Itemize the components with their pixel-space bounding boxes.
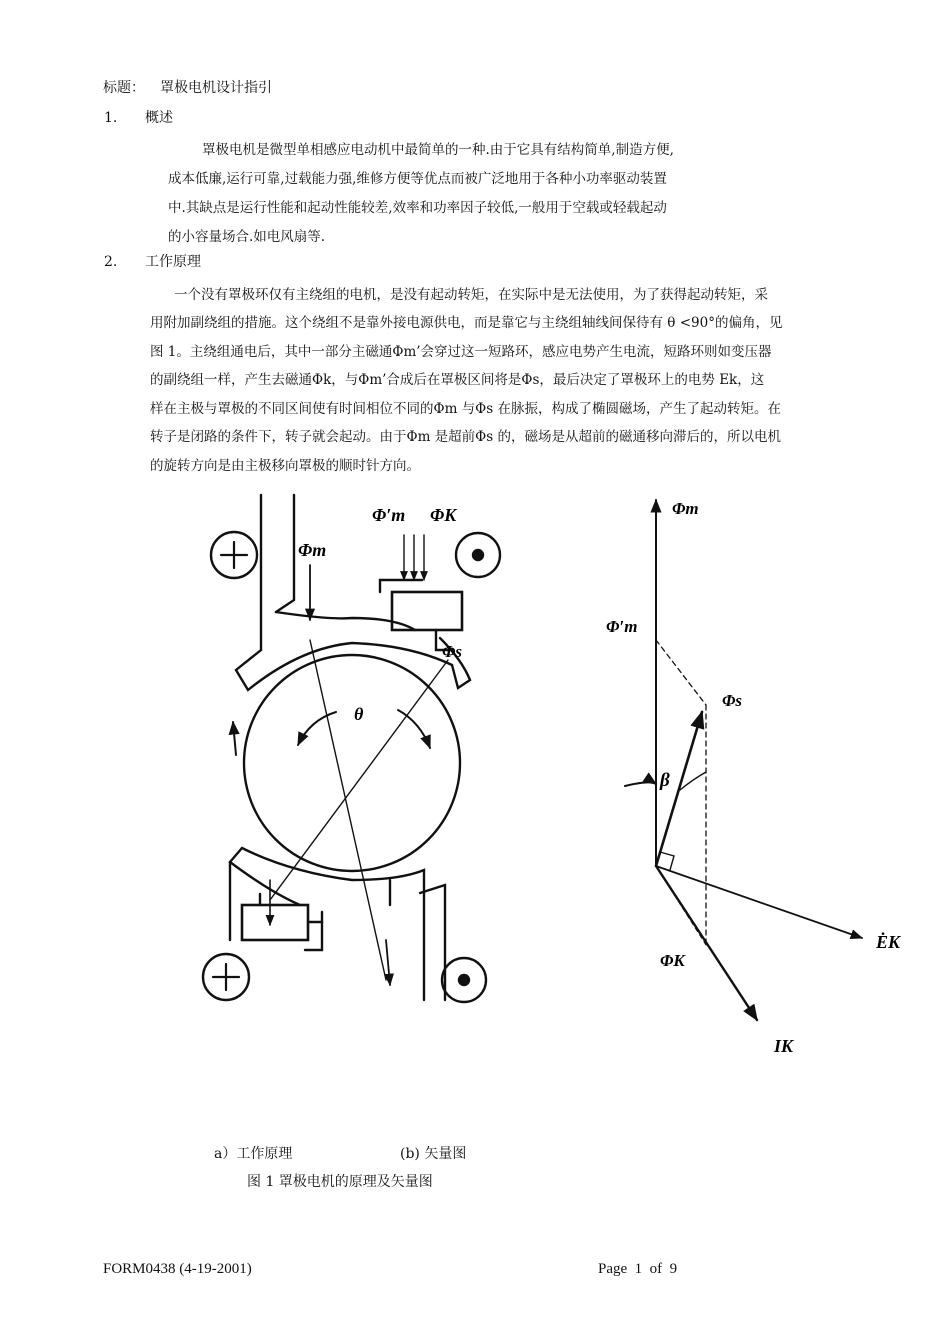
paragraph-line: 样在主极与罩极的不同区间使有时间相位不同的Φm 与Φs 在脉振，构成了椭圆磁场，产生了起动转矩。在 (150, 401, 781, 417)
page-indicator: Page 1 of 9 (598, 1261, 678, 1277)
paragraph-line: 的副绕组一样，产生去磁通Φk，与Φm’合成后在罩极区间将是Φs，最后决定了罩极环上的电势 Ek，这 (150, 372, 765, 388)
working-principle-diagram (203, 495, 500, 1002)
section-number: 1. (104, 110, 118, 126)
paragraph-line: 图 1。主绕组通电后，其中一部分主磁通Φm’会穿过这一短路环，感应电势产生电流，短路环则如变压器 (150, 344, 772, 360)
vector-label-phi-m: Φm (672, 499, 699, 518)
paragraph-line: 一个没有罩极环仅有主绕组的电机，是没有起动转矩，在实际中是无法使用，为了获得起动转矩，采 (174, 287, 768, 303)
caption-b: (b) 矢量图 (400, 1146, 467, 1162)
section-number: 2. (104, 254, 118, 270)
vector-label-phi-m-prime: Φ′m (606, 617, 638, 636)
vector-label-phi-k: ΦK (660, 951, 685, 970)
label-phi-m: Φm (298, 540, 327, 560)
paragraph-line: 的小容量场合.如电风扇等. (168, 229, 326, 245)
section-heading: 工作原理 (145, 254, 201, 270)
paragraph-line: 的旋转方向是由主极移向罩极的顺时针方向。 (150, 458, 420, 474)
label-phi-m-prime: Φ′m (372, 505, 406, 525)
shading-coil-lower (242, 905, 308, 940)
vector-diagram (625, 500, 862, 1020)
paragraph-line: 罩极电机是微型单相感应电动机中最简单的一种.由于它具有结构简单,制造方便, (202, 142, 674, 158)
section-heading: 概述 (145, 110, 173, 126)
vector-label-beta: β (660, 770, 670, 791)
paragraph-line: 成本低廉,运行可靠,过载能力强,维修方便等优点而被广泛地用于各种小功率驱动装置 (168, 171, 667, 187)
paragraph-line: 转子是闭路的条件下，转子就会起动。由于Φm 是超前Φs 的，磁场是从超前的磁通移向滞后的，所以电机 (150, 429, 781, 445)
document-title: 罩极电机设计指引 (160, 80, 272, 96)
paragraph-line: 中.其缺点是运行性能和起动性能较差,效率和功率因子较低,一般用于空载或轻载起动 (168, 200, 667, 216)
vector-label-e-k: ĖK (876, 932, 901, 952)
paragraph-line: 用附加副绕组的措施。这个绕组不是靠外接电源供电，而是靠它与主绕组轴线间保待有 θ <90°的偏角，见 (150, 315, 783, 331)
label-phi-s: Φs (442, 642, 463, 661)
caption-a: a）工作原理 (214, 1146, 293, 1162)
label-phi-k: ΦK (430, 505, 457, 525)
vector-label-i-k: IK (774, 1036, 794, 1056)
label-theta: θ (354, 704, 364, 724)
stator-lower-left (230, 848, 300, 905)
vector-label-phi-s: Φs (722, 691, 743, 710)
form-number: FORM0438 (4-19-2001) (103, 1261, 252, 1277)
title-label: 标题： (103, 80, 145, 96)
figure-caption: 图 1 罩极电机的原理及矢量图 (247, 1174, 433, 1190)
